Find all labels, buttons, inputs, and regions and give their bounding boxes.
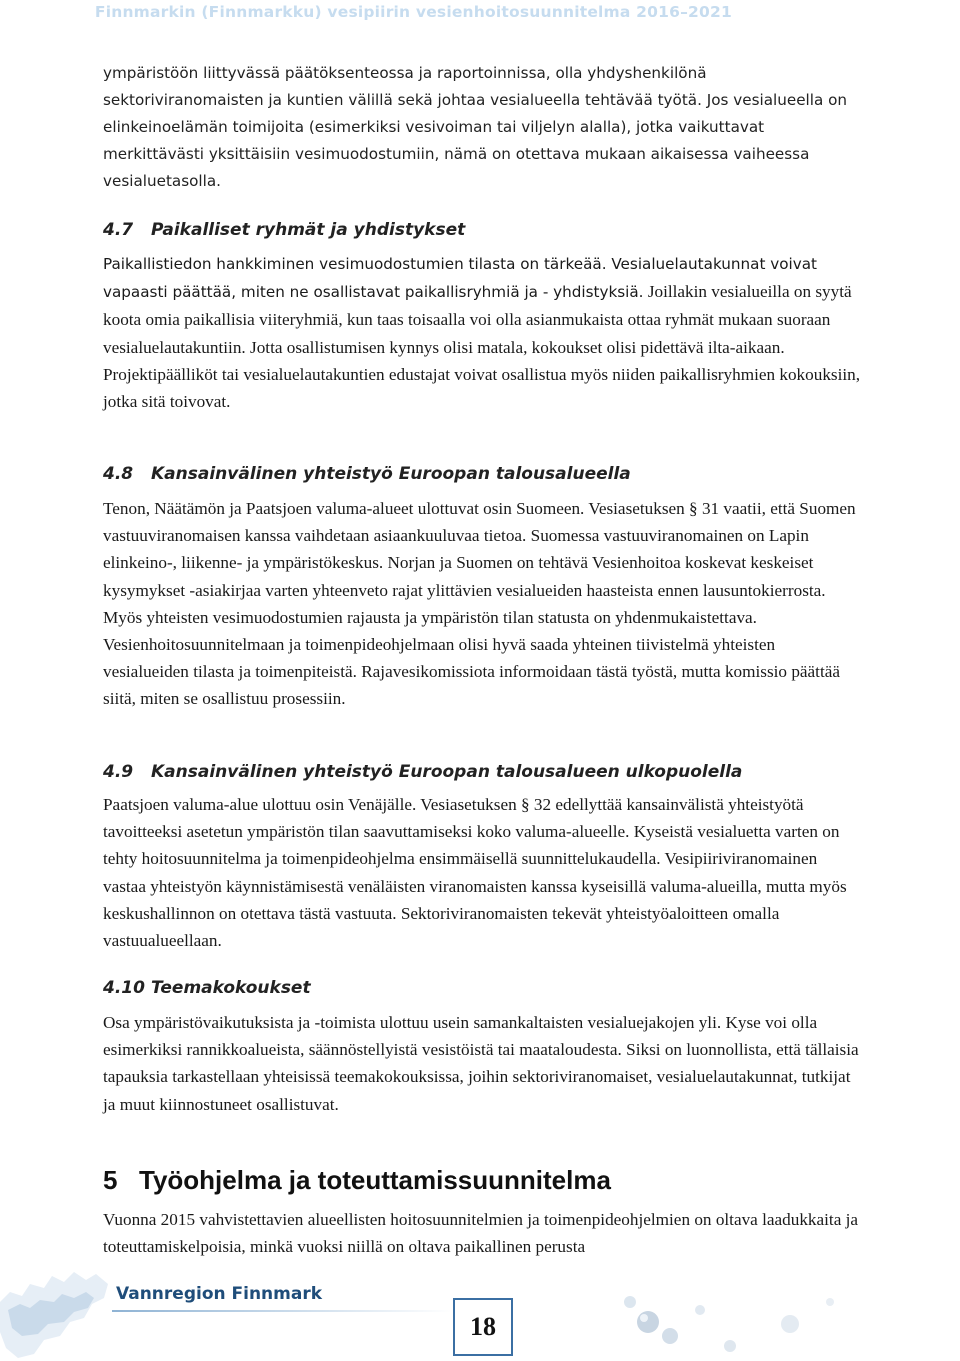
chapter-title: Työohjelma ja toteuttamissuunnitelma bbox=[139, 1165, 611, 1195]
section-paragraph-4-10: Osa ympäristövaikutuksista ja -toimista ulottuu usein samankaltaisten vesialuejakojen yli. Kyse voi olla esimerkiksi rannikkoalueista, säännöstellyistä vesistöistä tai maataloudesta. Siksi on luonnollista, että tällaisia tapauksia tarkastellaan yhteisissä teemakokouksissa, joihin sektoriviranomaiset, vesialuelautakunnat, tutkijat ja muut kiinnostuneet osallistuvat. bbox=[103, 1013, 859, 1114]
page-footer bbox=[0, 1262, 960, 1361]
section-number: 4.8 bbox=[103, 464, 134, 484]
footer-logo-text: Vannregion Finnmark bbox=[116, 1284, 323, 1304]
chapter-number: 5 bbox=[103, 1165, 118, 1195]
section-number: 4.10 bbox=[103, 978, 145, 998]
chapter-heading-5 bbox=[103, 1165, 611, 1196]
section-body-text: Joillakin vesialueilla on syytä koota omia paikallisia viiteryhmiä, kun taas toisaalla voi olla asianmukaista ottaa ryhmät mukaan suoraan vesialuelautakuntiin. Jotta osallistumisen kynnys olisi matala, kokoukset olisi pidettävä ilta-aikaan. Projektipäälliköt tai vesialuelautakuntien edustajat voivat osallistua myös niiden paikallisryhmien kokouksiin, jotka sitä toivovat. bbox=[103, 282, 861, 412]
section-title: Paikalliset ryhmät ja yhdistykset bbox=[151, 220, 466, 240]
water-drops-decoration bbox=[570, 1262, 870, 1361]
section-heading-4-10 bbox=[103, 978, 311, 998]
footer-divider bbox=[112, 1310, 452, 1312]
section-number: 4.7 bbox=[103, 220, 134, 240]
section-lead-text: Paikallistiedon hankkiminen vesimuodostumien tilasta on tärkeää. Vesialuelautakunnat voivat vapaasti päättää, miten ne osallistavat paikallisryhmiä ja - yhdistyksiä. bbox=[103, 255, 817, 302]
section-title: Kansainvälinen yhteistyö Euroopan talousalueen ulkopuolella bbox=[151, 762, 743, 782]
page-number-box bbox=[453, 1298, 513, 1356]
section-heading-4-7 bbox=[103, 220, 465, 240]
section-title: Teemakokoukset bbox=[151, 978, 311, 998]
section-paragraph-4-8: Tenon, Näätämön ja Paatsjoen valuma-alueet ulottuvat osin Suomeen. Vesiasetuksen § 31 vaatii, että Suomen vastuuviranomaisen kanssa vaihdetaan asiaankuuluvaa tietoa. Suomessa vastuuviranomainen on Lapin elinkeino-, liikenne- ja ympäristökeskus. Norjan ja Suomen on tehtävä Vesienhoitoa koskevat keskeiset kysymykset -asiakirjaa varten yhteenveto rajat ylittävien vesialueiden haasteista ennen lausuntokierrosta. Myös yhteisten vesimuodostumien rajausta ja ympäristön tilan statusta on yhdenmukaistettava. Vesienhoitosuunnitelmaan ja toimenpideohjelmaan olisi hyvä saada yhteinen tiivistelmä yhteisten vesialueiden tilasta ja toimenpiteistä. Rajavesikomissiota informoidaan tästä työstä, mutta komissio päättää siitä, miten se osallistuu prosessiin. bbox=[103, 499, 856, 709]
chapter-paragraph: Vuonna 2015 vahvistettavien alueellisten hoitosuunnitelmien ja toimenpideohjelmien on oltava laadukkaita ja toteuttamiskelpoisia, minkä vuoksi niillä on oltava paikallinen perusta bbox=[103, 1210, 859, 1257]
section-heading-4-8 bbox=[103, 464, 631, 484]
page-number: 18 bbox=[470, 1312, 496, 1341]
header-title: Finnmarkin (Finnmarkku) vesipiirin vesienhoitosuunnitelma 2016–2021 bbox=[94, 3, 732, 21]
page-header bbox=[0, 0, 960, 28]
section-paragraph-4-9: Paatsjoen valuma-alue ulottuu osin Venäjälle. Vesiasetuksen § 32 edellyttää kansainvälistä yhteistyötä tavoitteeksi asetetun ympäristön tilan saavuttamiseksi koko valuma-alueelle. Kyseistä vesialuetta varten on tehty hoitosuunnitelma ja toimenpideohjelma ensimmäisellä suunnittelukaudella. Vesipiiriviranomainen vastaa yhteistyön käynnistämisestä venäläisten viranomaisten kanssa kyseisillä valuma-alueilla, mutta myös keskushallinnon on otettava tästä vastuuta. Sektoriviranomaisten tekevät yhteistyöaloitteen omalla vastuualueellaan. bbox=[103, 795, 847, 951]
section-paragraph-4-7 bbox=[103, 250, 863, 415]
section-title: Kansainvälinen yhteistyö Euroopan talousalueella bbox=[151, 464, 631, 484]
finnmark-map-icon bbox=[0, 1262, 110, 1361]
section-heading-4-9 bbox=[103, 762, 742, 782]
section-number: 4.9 bbox=[103, 762, 134, 782]
intro-paragraph: ympäristöön liittyvässä päätöksenteossa ja raportoinnissa, olla yhdyshenkilönä sektoriviranomaisten ja kuntien välillä sekä johtaa vesialueella tehtävää työtä. Jos vesialueella on elinkeinoelämän toimijoita (esimerkiksi vesivoiman tai viljelyn alalla), jotka vaikuttavat merkittävästi yksittäisiin vesimuodostumiin, nämä on otettava mukaan aikaisessa vaiheessa vesialuetasolla. bbox=[103, 64, 848, 190]
